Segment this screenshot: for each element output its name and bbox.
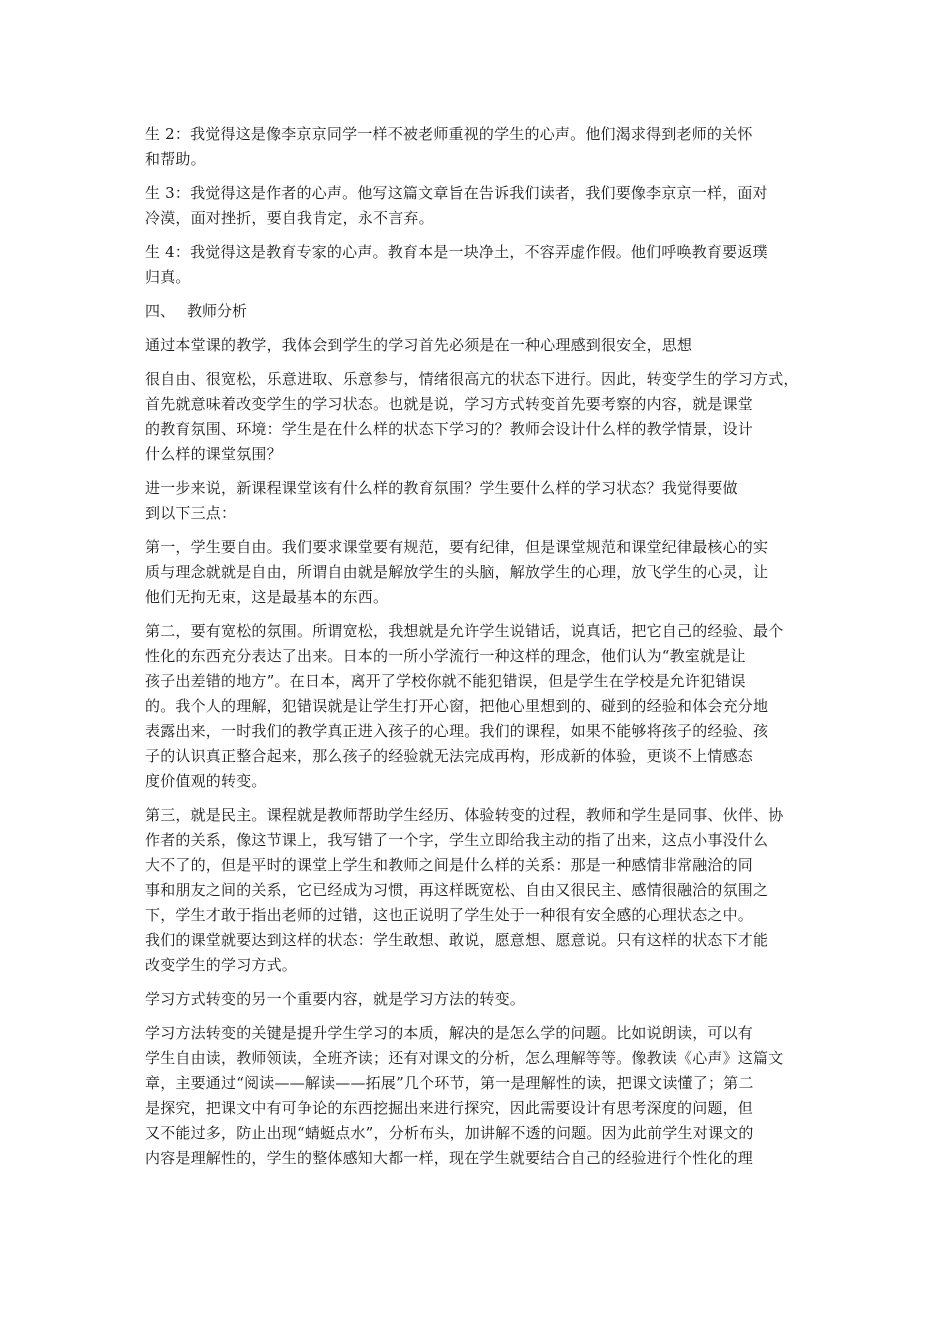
text-line: 子的认识真正整合起来，那么孩子的经验就无法完成再构，形成新的体验，更谈不上情感态 xyxy=(145,747,754,765)
paragraph-point-2 xyxy=(145,619,810,794)
paragraph-student-3 xyxy=(145,181,810,231)
text-line: 是探究，把课文中有可争论的东西挖掘出来进行探究，因此需要设计有思考深度的问题，但 xyxy=(145,1099,754,1117)
text-line: 内容是理解性的，学生的整体感知大都一样，现在学生就要结合自己的经验进行个性化的理 xyxy=(145,1149,754,1167)
text-line: 改变学生的学习方式。 xyxy=(145,956,298,974)
text-line: 学生自由读，教师领读，全班齐读；还有对课文的分析，怎么理解等等。像教读《心声》这篇文 xyxy=(145,1049,784,1067)
text-line: 生 2：我觉得这是像李京京同学一样不被老师重视的学生的心声。他们渴求得到老师的关怀 xyxy=(145,125,753,143)
section-title: 教师分析 xyxy=(187,302,248,320)
section-heading xyxy=(145,299,810,324)
text-line: 学习方式转变的另一个重要内容，就是学习方法的转变。 xyxy=(145,990,526,1008)
text-line: 的。我个人的理解，犯错误就是让学生打开心窗，把他心里想到的、碰到的经验和体会充分地 xyxy=(145,697,769,715)
text-line: 度价值观的转变。 xyxy=(145,772,267,790)
text-line: 表露出来，一时我们的教学真正进入孩子的心理。我们的课程，如果不能够将孩子的经验、孩 xyxy=(145,722,769,740)
text-line: 很自由、很宽松，乐意进取、乐意参与，情绪很高亢的状态下进行。因此，转变学生的学习方式， xyxy=(145,370,799,388)
text-line: 归真。 xyxy=(145,268,191,286)
paragraph-student-2 xyxy=(145,122,810,172)
text-line: 到以下三点： xyxy=(145,504,237,522)
text-line: 通过本堂课的教学，我体会到学生的学习首先必须是在一种心理感到很安全，思想 xyxy=(145,336,693,354)
text-line: 章，主要通过“阅读——解读——拓展”几个环节，第一是理解性的读，把课文读懂了；第二 xyxy=(145,1074,754,1092)
text-line: 我们的课堂就要达到这样的状态：学生敢想、敢说，愿意想、愿意说。只有这样的状态下才能 xyxy=(145,931,769,949)
text-line: 事和朋友之间的关系，它已经成为习惯，再这样既宽松、自由又很民主、感情很融洽的氛围之 xyxy=(145,881,769,899)
document-page xyxy=(145,122,810,1180)
text-line: 性化的东西充分表达了出来。日本的一所小学流行一种这样的理念，他们认为“教室就是让 xyxy=(145,647,746,665)
text-line: 又不能过多，防止出现“蜻蜓点水”，分析布头，加讲解不透的问题。因为此前学生对课文的 xyxy=(145,1124,754,1142)
text-line: 学习方法转变的关键是提升学生学习的本质，解决的是怎么学的问题。比如说朗读，可以有 xyxy=(145,1024,754,1042)
section-number: 四、 xyxy=(145,302,176,320)
text-line: 第二，要有宽松的氛围。所谓宽松，我想就是允许学生说错话，说真话，把它自己的经验、最个 xyxy=(145,622,784,640)
paragraph-point-3 xyxy=(145,803,810,978)
text-line: 孩子出差错的地方”。在日本，离开了学校你就不能犯错误，但是学生在学校是允许犯错误 xyxy=(145,672,746,690)
text-line: 冷漠，面对挫折，要自我肯定，永不言弃。 xyxy=(145,209,434,227)
paragraph-method-key xyxy=(145,1021,810,1171)
paragraph-method-intro xyxy=(145,987,810,1012)
text-line: 的教育氛围、环境：学生是在什么样的状态下学习的？教师会设计什么样的教学情景，设计 xyxy=(145,420,754,438)
text-line: 生 4：我觉得这是教育专家的心声。教育本是一块净土，不容弄虚作假。他们呼唤教育要返璞 xyxy=(145,243,768,261)
text-line: 下，学生才敢于指出老师的过错，这也正说明了学生处于一种很有安全感的心理状态之中。 xyxy=(145,906,754,924)
text-line: 第一，学生要自由。我们要求课堂要有规范，要有纪律，但是课堂规范和课堂纪律最核心的实 xyxy=(145,538,769,556)
paragraph-further xyxy=(145,476,810,526)
text-line: 首先就意味着改变学生的学习状态。也就是说，学习方式转变首先要考察的内容，就是课堂 xyxy=(145,395,754,413)
paragraph-student-4 xyxy=(145,240,810,290)
text-line: 生 3：我觉得这是作者的心声。他写这篇文章旨在告诉我们读者，我们要像李京京一样，面对 xyxy=(145,184,768,202)
text-line: 什么样的课堂氛围？ xyxy=(145,445,282,463)
paragraph-freedom-state xyxy=(145,367,810,467)
text-line: 作者的关系，像这节课上，我写错了一个字，学生立即给我主动的指了出来，这点小事没什么 xyxy=(145,831,769,849)
text-line: 他们无拘无束，这是最基本的东西。 xyxy=(145,588,389,606)
text-line: 第三，就是民主。课程就是教师帮助学生经历、体验转变的过程，教师和学生是同事、伙伴、协 xyxy=(145,806,784,824)
text-line: 大不了的，但是平时的课堂上学生和教师之间是什么样的关系：那是一种感情非常融洽的同 xyxy=(145,856,754,874)
text-line: 进一步来说，新课程课堂该有什么样的教育氛围？学生要什么样的学习状态？我觉得要做 xyxy=(145,479,738,497)
paragraph-point-1 xyxy=(145,535,810,610)
text-line: 质与理念就就是自由，所谓自由就是解放学生的头脑，解放学生的心理，放飞学生的心灵，让 xyxy=(145,563,769,581)
paragraph-intro xyxy=(145,333,810,358)
text-line: 和帮助。 xyxy=(145,150,206,168)
